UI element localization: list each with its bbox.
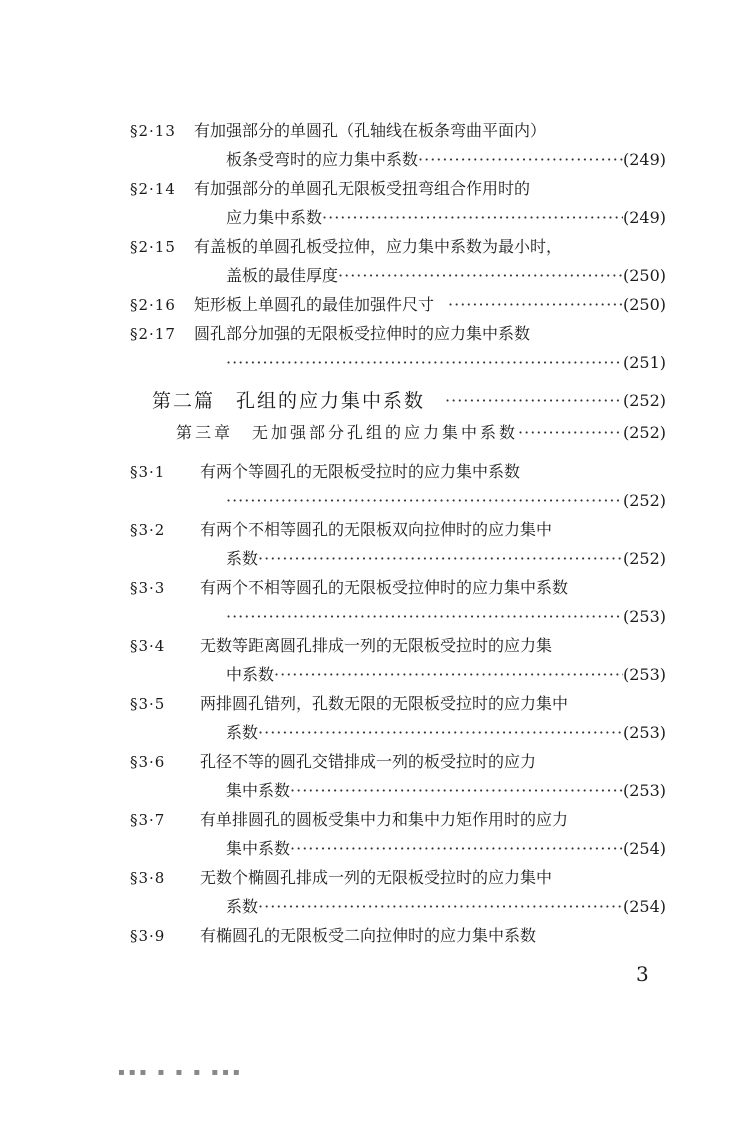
toc-chapter-heading[interactable] [176,418,666,448]
section-number: §3·5 [130,695,166,713]
page-ref: (249) [622,208,666,227]
entry-title-cont: 系数 [226,897,259,916]
page-ref: (253) [622,665,666,684]
dot-leader [258,718,623,748]
page-ref: (252) [622,549,666,568]
page-ref: (251) [622,353,666,372]
toc-entry-2-17[interactable] [130,319,690,349]
entry-title-cont: 板条受弯时的应力集中系数 [226,150,419,169]
part-title: 第二篇 孔组的应力集中系数 [152,390,426,412]
entry-title: 有加强部分的单圆孔无限板受扭弯组合作用时的 [194,179,531,198]
toc-entry-2-13[interactable] [130,116,690,146]
toc-entry-3-5[interactable] [130,689,690,719]
toc-entry-3-3-cont [226,602,666,632]
entry-title: 两排圆孔错列，孔数无限的无限板受拉时的应力集中 [200,694,569,713]
page-ref: (250) [622,295,666,314]
dot-leader [290,776,623,806]
page-ref: (254) [622,897,666,916]
dot-leader [518,418,623,448]
dot-leader [226,602,623,632]
dot-leader [290,834,623,864]
section-number: §3·6 [130,753,166,771]
entry-title-cont: 集中系数 [226,839,291,858]
page-ref: (253) [622,723,666,742]
toc-entry-2-14[interactable] [130,174,690,204]
dot-leader [226,348,623,378]
dot-leader [418,145,623,175]
dot-leader [274,660,623,690]
entry-title-cont: 盖板的最佳厚度 [226,266,339,285]
entry-title: 有两个等圆孔的无限板受拉时的应力集中系数 [200,462,521,481]
section-number: §3·2 [130,521,166,539]
page-ref: (254) [622,839,666,858]
dot-leader [338,261,623,291]
toc-entry-3-8-cont [226,892,666,922]
toc-entry-3-4-cont [226,660,666,690]
section-number: §3·8 [130,869,166,887]
entry-title: 孔径不等的圆孔交错排成一列的板受拉时的应力 [200,752,537,771]
dot-leader [258,892,623,922]
entry-title-cont: 集中系数 [226,781,291,800]
section-number: §2·17 [130,325,176,343]
page-ref: (252) [622,391,666,410]
page-ref: (253) [622,607,666,626]
toc-entry-3-8[interactable] [130,863,690,893]
entry-title: 有两个不相等圆孔的无限板双向拉伸时的应力集中 [200,520,553,539]
toc-entry-2-15[interactable] [130,232,690,262]
dot-leader [258,544,623,574]
entry-title-cont: 中系数 [226,665,275,684]
entry-title: 有盖板的单圆孔板受拉伸，应力集中系数为最小时， [194,237,563,256]
entry-title: 无数等距离圆孔排成一列的无限板受拉时的应力集 [200,636,553,655]
entry-title: 有两个不相等圆孔的无限板受拉伸时的应力集中系数 [200,578,569,597]
entry-title: 无数个椭圆孔排成一列的无限板受拉时的应力集中 [200,868,553,887]
entry-title: 有椭圆孔的无限板受二向拉伸时的应力集中系数 [200,926,537,945]
dot-leader [445,385,623,417]
entry-title-cont: 系数 [226,549,259,568]
chapter-title: 第三章 无加强部分孔组的应力集中系数 [176,423,519,442]
section-number: §3·4 [130,637,166,655]
toc-entry-3-6[interactable] [130,747,690,777]
toc-entry-3-9[interactable] [130,921,690,951]
toc-entry-2-17-cont [226,348,666,378]
section-number: §2·15 [130,238,176,256]
toc-entry-2-16[interactable] [130,290,666,320]
entry-title-cont: 应力集中系数 [226,208,323,227]
page-ref: (253) [622,781,666,800]
toc-entry-3-1[interactable] [130,457,690,487]
toc-entry-3-6-cont [226,776,666,806]
dot-leader [322,203,623,233]
section-number: §3·1 [130,463,166,481]
section-number: §3·9 [130,927,166,945]
toc-entry-3-4[interactable] [130,631,690,661]
section-number: §3·7 [130,811,166,829]
toc-entry-3-2-cont [226,544,666,574]
toc-part-heading[interactable] [152,385,666,417]
entry-title-cont: 系数 [226,723,259,742]
toc-entry-3-2[interactable] [130,515,690,545]
toc-entry-3-7[interactable] [130,805,690,835]
entry-title: 矩形板上单圆孔的最佳加强件尺寸 [194,295,435,314]
toc-entry-2-15-cont [226,261,666,291]
toc-entry-3-7-cont [226,834,666,864]
toc-entry-3-1-cont [226,486,666,516]
toc-entry-3-3[interactable] [130,573,690,603]
page-number: 3 [636,962,649,986]
dot-leader [448,290,623,320]
entry-title: 圆孔部分加强的无限板受拉伸时的应力集中系数 [194,324,531,343]
section-number: §3·3 [130,579,166,597]
page-ref: (250) [622,266,666,285]
toc-entry-2-14-cont [226,203,666,233]
toc-entry-2-13-cont [226,145,666,175]
section-number: §2·14 [130,180,176,198]
page-ref: (252) [622,491,666,510]
entry-title: 有单排圆孔的圆板受集中力和集中力矩作用时的应力 [200,810,569,829]
page-ref: (252) [622,423,666,442]
scan-artifact-marks: ▪▪▪ ▪ ▪ ▪ ▪▪▪ [118,1067,244,1078]
section-number: §2·16 [130,296,176,314]
page-ref: (249) [622,150,666,169]
entry-title: 有加强部分的单圆孔（孔轴线在板条弯曲平面内） [194,121,547,140]
dot-leader [226,486,623,516]
toc-entry-3-5-cont [226,718,666,748]
section-number: §2·13 [130,122,176,140]
